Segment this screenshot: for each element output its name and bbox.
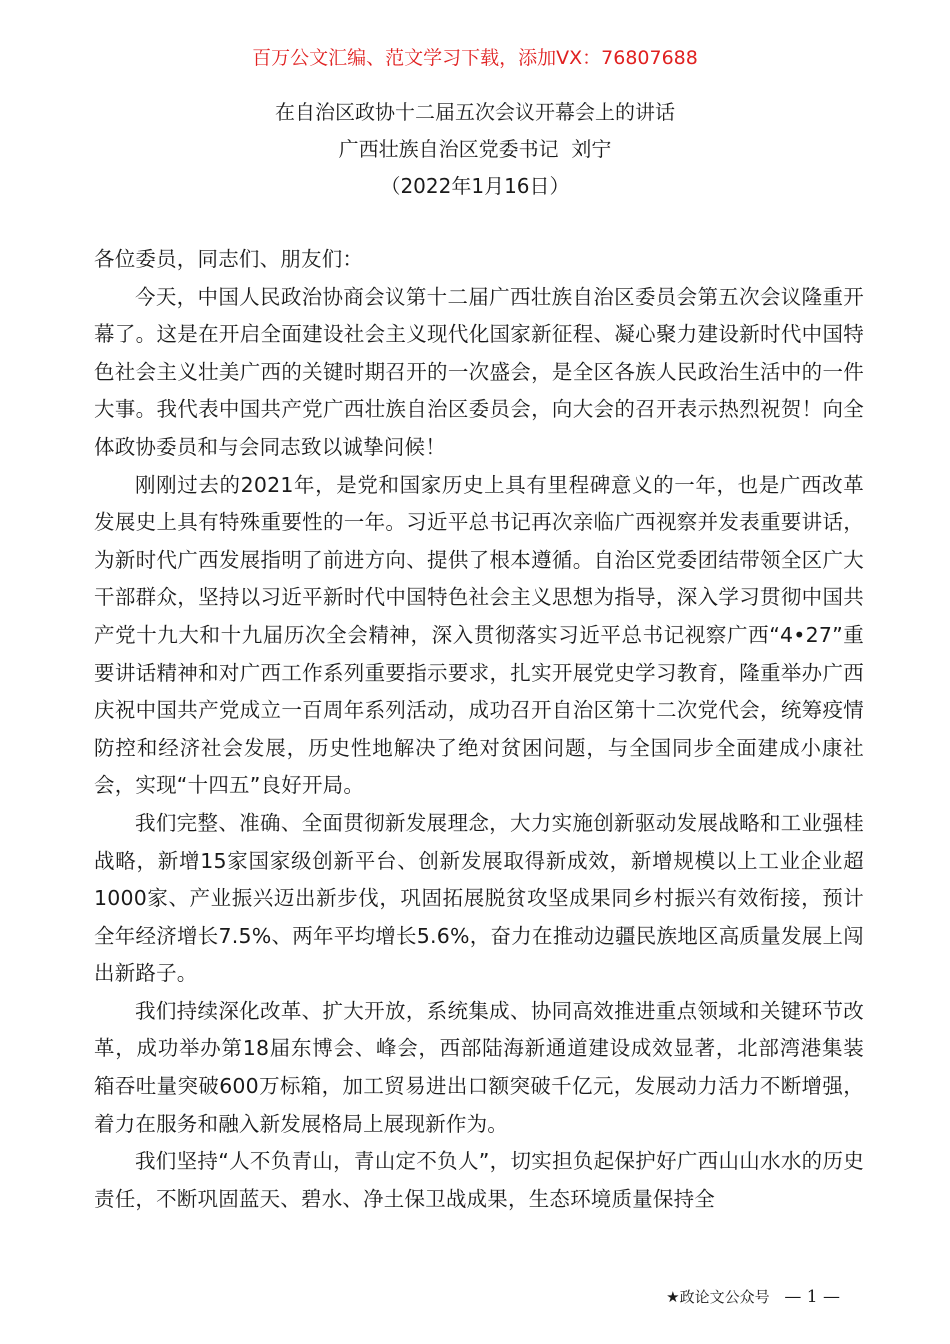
speech-title: 在自治区政协十二届五次会议开幕会上的讲话 (275, 100, 675, 124)
paragraph: 我们持续深化改革、扩大开放，系统集成、协同高效推进重点领域和关键环节改革，成功举办第18届东博会、峰会，西部陆海新通道建设成效显著，北部湾港集装箱吞吐量突破600万标箱，加工贸易进出口额突破千亿元，发展动力活力不断增强，着力在服务和融入新发展格局上展现新作为。 (94, 998, 864, 1136)
paragraph: 我们完整、准确、全面贯彻新发展理念，大力实施创新驱动发展战略和工业强桂战略，新增15家国家级创新平台、创新发展取得新成效，新增规模以上工业企业超1000家、产业振兴迈出新步伐，巩固拓展脱贫攻坚成果同乡村振兴有效衔接，预计全年经济增长7.5%、两年平均增长5.6%，奋力在推动边疆民族地区高质量发展上闯出新路子。 (94, 810, 864, 986)
paragraph: 我们坚持“人不负青山，青山定不负人”，切实担负起保护好广西山山水水的历史责任，不断巩固蓝天、碧水、净土保卫战成果，生态环境质量保持全 (94, 1149, 864, 1211)
paragraph: 刚刚过去的2021年，是党和国家历史上具有里程碑意义的一年，也是广西改革发展史上具有特殊重要性的一年。习近平总书记再次亲临广西视察并发表重要讲话，为新时代广西发展指明了前进方向、提供了根本遵循。自治区党委团结带领全区广大干部群众，坚持以习近平新时代中国特色社会主义思想为指导，深入学习贯彻中国共产党十九大和十九届历次全会精神，深入贯彻落实习近平总书记视察广西“4•27”重要讲话精神和对广西工作系列重要指示要求，扎实开展党史学习教育，隆重举办广西庆祝中国共产党成立一百周年系列活动，成功召开自治区第十二次党代会，统筹疫情防控和经济社会发展，历史性地解决了绝对贫困问题，与全国同步全面建成小康社会，实现“十四五”良好开局。 (94, 472, 864, 798)
salutation: 各位委员，同志们、朋友们： (94, 247, 364, 271)
paragraph: 今天，中国人民政治协商会议第十二届广西壮族自治区委员会第五次会议隆重开幕了。这是在开启全面建设社会主义现代化国家新征程、凝心聚力建设新时代中国特色社会主义壮美广西的关键时期召开的一次盛会，是全区各族人民政治生活中的一件大事。我代表中国共产党广西壮族自治区委员会，向大会的召开表示热烈祝贺！向全体政协委员和与会同志致以诚挚问候！ (94, 284, 864, 459)
speaker-line: 广西壮族自治区党委书记 刘宁 (338, 137, 612, 161)
speech-body (94, 241, 864, 1218)
promo-banner: 百万公文汇编、范文学习下载，添加VX：76807688 (252, 47, 698, 69)
page-number: — 1 — (784, 1287, 840, 1307)
footer-source: ★政论文公众号 (666, 1288, 770, 1306)
title-block (0, 94, 950, 205)
page-footer (666, 1285, 840, 1309)
speech-date: （2022年1月16日） (380, 174, 570, 198)
